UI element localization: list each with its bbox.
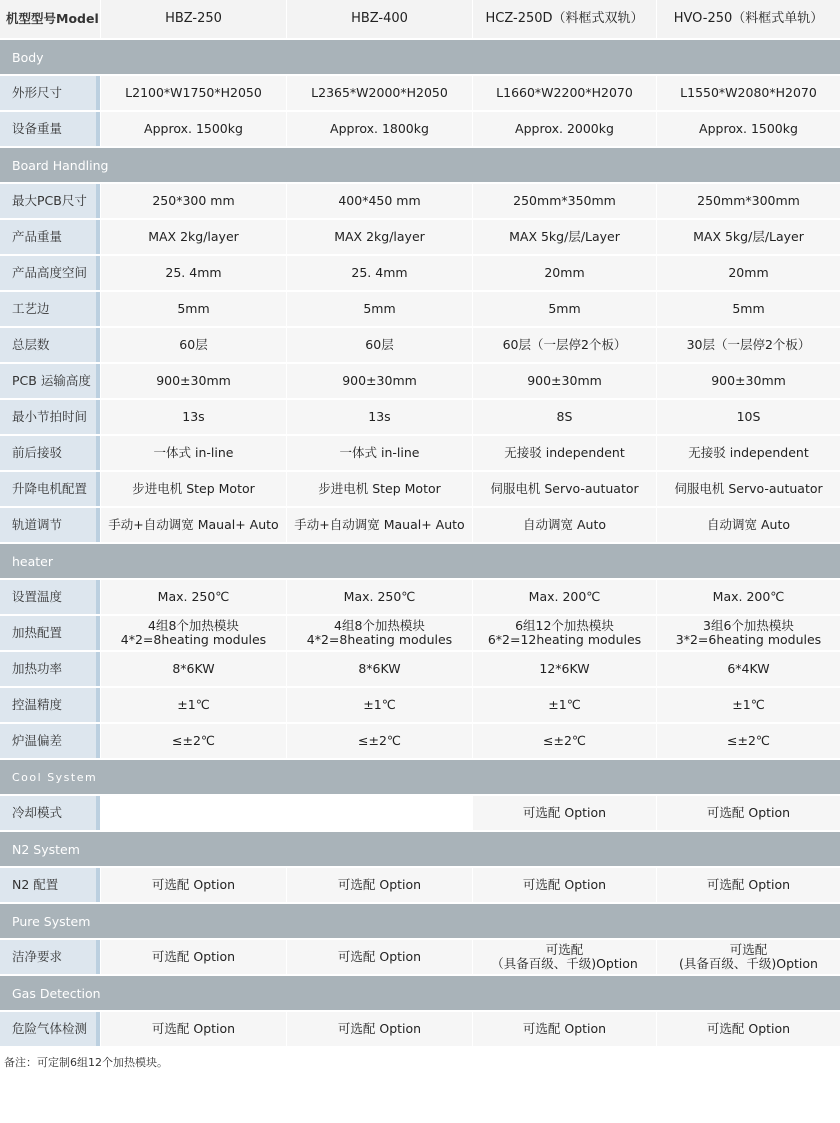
table-cell: 无接驳 independent <box>656 436 840 470</box>
table-row <box>0 724 840 760</box>
cell-lines <box>679 943 818 971</box>
row-label: 炉温偏差 <box>0 724 100 758</box>
table-cell: 60层（一层停2个板） <box>472 328 656 362</box>
row-label: 最小节拍时间 <box>0 400 100 434</box>
section-header: Gas Detection <box>0 976 840 1012</box>
table-cell: 6*4KW <box>656 652 840 686</box>
section-header: Cool System <box>0 760 840 796</box>
cell-line: 4*2=8heating modules <box>306 632 453 647</box>
table-row <box>0 616 840 652</box>
table-cell <box>472 940 656 974</box>
table-cell: 60层 <box>100 328 286 362</box>
table-cell: L2100*W1750*H2050 <box>100 76 286 110</box>
table-cell: 5mm <box>656 292 840 326</box>
section-header: heater <box>0 544 840 580</box>
table-cell: 手动+自动调宽 Maual+ Auto <box>100 508 286 542</box>
table-row <box>0 76 840 112</box>
table-cell: Approx. 1500kg <box>656 112 840 146</box>
row-label: 产品高度空间 <box>0 256 100 290</box>
cell-lines <box>491 943 638 971</box>
table-row <box>0 328 840 364</box>
table-cell: ±1℃ <box>100 688 286 722</box>
table-row <box>0 112 840 148</box>
table-cell: MAX 2kg/layer <box>286 220 472 254</box>
table-cell: 900±30mm <box>472 364 656 398</box>
table-row <box>0 364 840 400</box>
table-cell: ±1℃ <box>472 688 656 722</box>
table-cell: 25. 4mm <box>286 256 472 290</box>
cell-line: (具备百级、千级)Option <box>679 956 818 971</box>
table-cell: 一体式 in-line <box>286 436 472 470</box>
model-hbz-250: HBZ-250 <box>100 0 286 38</box>
table-cell: 可选配 Option <box>286 868 472 902</box>
table-cell: 5mm <box>472 292 656 326</box>
table-cell: 可选配 Option <box>472 868 656 902</box>
table-cell: ≤±2℃ <box>100 724 286 758</box>
row-label: 产品重量 <box>0 220 100 254</box>
cell-line: 4组8个加热模块 <box>334 618 425 633</box>
table-cell: ±1℃ <box>656 688 840 722</box>
table-row <box>0 220 840 256</box>
row-label: 外形尺寸 <box>0 76 100 110</box>
cell-line: 可选配 <box>545 942 584 957</box>
table-cell: Max. 250℃ <box>286 580 472 614</box>
table-cell: 一体式 in-line <box>100 436 286 470</box>
table-cell <box>286 796 472 830</box>
table-cell: 13s <box>286 400 472 434</box>
table-cell <box>286 616 472 650</box>
table-cell: 可选配 Option <box>656 1012 840 1046</box>
table-cell <box>100 796 286 830</box>
model-hvo-250: HVO-250（料框式单轨） <box>656 0 840 38</box>
table-cell: 8*6KW <box>286 652 472 686</box>
row-label: 控温精度 <box>0 688 100 722</box>
section-header: Body <box>0 40 840 76</box>
row-label: 加热功率 <box>0 652 100 686</box>
table-cell: 20mm <box>656 256 840 290</box>
table-cell: 10S <box>656 400 840 434</box>
table-cell: 250mm*300mm <box>656 184 840 218</box>
row-label: 总层数 <box>0 328 100 362</box>
cell-lines <box>121 619 266 647</box>
table-row <box>0 940 840 976</box>
footnote: 备注：可定制6组12个加热模块。 <box>4 1056 168 1069</box>
table-cell: ≤±2℃ <box>472 724 656 758</box>
table-cell: MAX 2kg/layer <box>100 220 286 254</box>
table-cell: 可选配 Option <box>656 796 840 830</box>
table-cell: 250*300 mm <box>100 184 286 218</box>
cell-line: 4*2=8heating modules <box>120 632 267 647</box>
table-cell <box>472 616 656 650</box>
row-label: N2 配置 <box>0 868 100 902</box>
table-cell: 5mm <box>286 292 472 326</box>
row-label: 升降电机配置 <box>0 472 100 506</box>
model-hcz-250d: HCZ-250D（料框式双轨） <box>472 0 656 38</box>
table-row <box>0 400 840 436</box>
row-label: 设备重量 <box>0 112 100 146</box>
table-cell: 步进电机 Step Motor <box>100 472 286 506</box>
table-cell: 可选配 Option <box>286 940 472 974</box>
table-cell: 手动+自动调宽 Maual+ Auto <box>286 508 472 542</box>
table-row <box>0 184 840 220</box>
row-label: 轨道调节 <box>0 508 100 542</box>
table-cell: 可选配 Option <box>472 1012 656 1046</box>
cell-lines <box>307 619 452 647</box>
table-cell: Approx. 1800kg <box>286 112 472 146</box>
cell-line: 3*2=6heating modules <box>675 632 822 647</box>
table-row <box>0 868 840 904</box>
table-cell: 可选配 Option <box>100 940 286 974</box>
cell-lines <box>488 619 641 647</box>
row-label: 危险气体检测 <box>0 1012 100 1046</box>
section-header: N2 System <box>0 832 840 868</box>
table-cell: L2365*W2000*H2050 <box>286 76 472 110</box>
section-header: Pure System <box>0 904 840 940</box>
table-row <box>0 292 840 328</box>
table-row <box>0 652 840 688</box>
table-cell: 60层 <box>286 328 472 362</box>
table-cell: Approx. 2000kg <box>472 112 656 146</box>
row-label: 工艺边 <box>0 292 100 326</box>
cell-line: （具备百级、千级)Option <box>491 956 638 971</box>
cell-line: 6组12个加热模块 <box>515 618 614 633</box>
cell-line: 4组8个加热模块 <box>148 618 239 633</box>
table-row <box>0 436 840 472</box>
table-row <box>0 256 840 292</box>
row-label: 洁净要求 <box>0 940 100 974</box>
table-cell: 伺服电机 Servo-autuator <box>656 472 840 506</box>
table-row <box>0 1012 840 1048</box>
table-cell: 12*6KW <box>472 652 656 686</box>
table-cell: 8S <box>472 400 656 434</box>
table-cell: 伺服电机 Servo-autuator <box>472 472 656 506</box>
table-cell: MAX 5kg/层/Layer <box>472 220 656 254</box>
table-cell: 20mm <box>472 256 656 290</box>
table-cell: 5mm <box>100 292 286 326</box>
table-header <box>0 0 840 40</box>
table-cell <box>100 616 286 650</box>
table-cell: 自动调宽 Auto <box>472 508 656 542</box>
row-label: 最大PCB尺寸 <box>0 184 100 218</box>
cell-line: 可选配 <box>729 942 768 957</box>
table-cell: ±1℃ <box>286 688 472 722</box>
table-cell: Approx. 1500kg <box>100 112 286 146</box>
table-cell: ≤±2℃ <box>656 724 840 758</box>
table-cell: 可选配 Option <box>100 1012 286 1046</box>
table-cell: 可选配 Option <box>286 1012 472 1046</box>
table-cell: 13s <box>100 400 286 434</box>
table-cell: 可选配 Option <box>100 868 286 902</box>
table-cell <box>656 616 840 650</box>
table-cell: 无接驳 independent <box>472 436 656 470</box>
table-cell: Max. 250℃ <box>100 580 286 614</box>
table-cell: 900±30mm <box>656 364 840 398</box>
cell-lines <box>676 619 821 647</box>
table-cell: 250mm*350mm <box>472 184 656 218</box>
table-cell: 自动调宽 Auto <box>656 508 840 542</box>
table-cell: Max. 200℃ <box>472 580 656 614</box>
cell-line: 6*2=12heating modules <box>487 632 642 647</box>
table-cell <box>656 940 840 974</box>
row-label: PCB 运输高度 <box>0 364 100 398</box>
table-cell: MAX 5kg/层/Layer <box>656 220 840 254</box>
table-cell: 900±30mm <box>286 364 472 398</box>
table-cell: 25. 4mm <box>100 256 286 290</box>
table-cell: 可选配 Option <box>656 868 840 902</box>
table-cell: 步进电机 Step Motor <box>286 472 472 506</box>
table-cell: 30层（一层停2个板） <box>656 328 840 362</box>
row-label: 加热配置 <box>0 616 100 650</box>
table-cell: 8*6KW <box>100 652 286 686</box>
section-header: Board Handling <box>0 148 840 184</box>
table-cell: L1550*W2080*H2070 <box>656 76 840 110</box>
table-cell: L1660*W2200*H2070 <box>472 76 656 110</box>
row-label: 设置温度 <box>0 580 100 614</box>
table-row <box>0 796 840 832</box>
model-hbz-400: HBZ-400 <box>286 0 472 38</box>
table-cell: 可选配 Option <box>472 796 656 830</box>
table-row <box>0 508 840 544</box>
table-cell: Max. 200℃ <box>656 580 840 614</box>
table-body <box>0 40 840 1048</box>
table-cell: ≤±2℃ <box>286 724 472 758</box>
row-label: 冷却模式 <box>0 796 100 830</box>
header-label: 机型型号Model <box>0 0 100 38</box>
table-cell: 400*450 mm <box>286 184 472 218</box>
table-cell: 900±30mm <box>100 364 286 398</box>
table-row <box>0 580 840 616</box>
table-row <box>0 472 840 508</box>
row-label: 前后接驳 <box>0 436 100 470</box>
cell-line: 3组6个加热模块 <box>703 618 794 633</box>
table-row <box>0 688 840 724</box>
